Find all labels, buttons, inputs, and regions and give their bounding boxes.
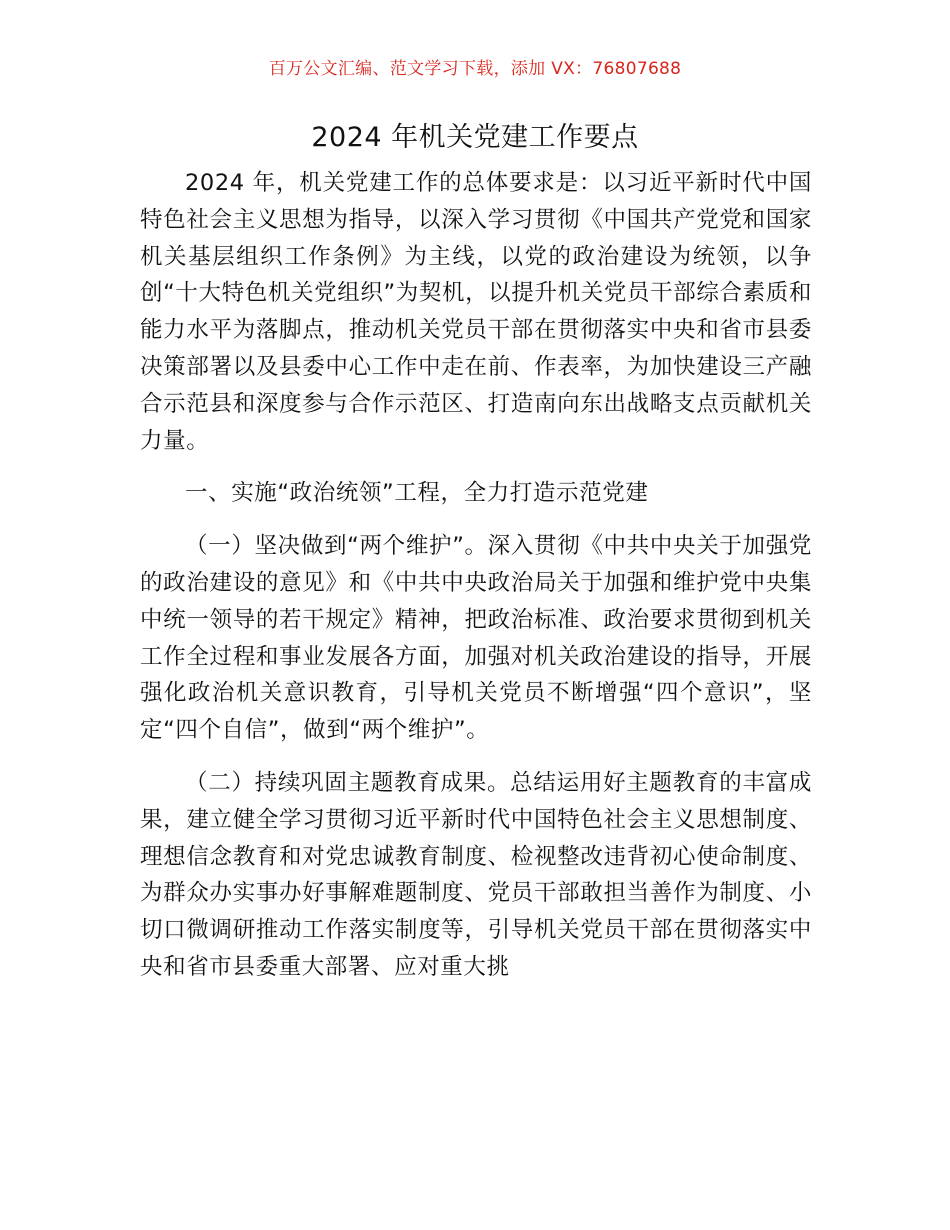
item-1-paragraph: （一）坚决做到“两个维护”。深入贯彻《中共中央关于加强党的政治建设的意见》和《中共中央政治局关于加强和维护党中央集中统一领导的若干规定》精神，把政治标准、政治要求贯彻到机关工作全过程和事业发展各方面，加强对机关政治建设的指导，开展强化政治机关意识教育，引导机关党员不断增强“四个意识”，坚定“四个自信”，做到“两个维护”。 [140, 533, 812, 744]
item-2-paragraph: （二）持续巩固主题教育成果。总结运用好主题教育的丰富成果，建立健全学习贯彻习近平新时代中国特色社会主义思想制度、理想信念教育和对党忠诚教育制度、检视整改违背初心使命制度、为群众办实事办好事解难题制度、党员干部敢担当善作为制度、小切口微调研推动工作落实制度等，引导机关党员干部在贯彻落实中央和省市县委重大部署、应对重大挑 [140, 769, 812, 980]
section-1-heading: 一、实施“政治统领”工程，全力打造示范党建 [185, 480, 649, 507]
document-title: 2024 年机关党建工作要点 [311, 122, 639, 153]
intro-paragraph: 2024 年，机关党建工作的总体要求是：以习近平新时代中国特色社会主义思想为指导，以深入学习贯彻《中国共产党党和国家机关基层组织工作条例》为主线，以党的政治建设为统领，以争创“十大特色机关党组织”为契机，以提升机关党员干部综合素质和能力水平为落脚点，推动机关党员干部在贯彻落实中央和省市县委决策部署以及县委中心工作中走在前、作表率，为加快建设三产融合示范县和深度参与合作示范区、打造南向东出战略支点贡献机关力量。 [140, 170, 812, 454]
document-body [140, 165, 812, 986]
watermark-header: 百万公文汇编、范文学习下载，添加 VX：76807688 [268, 59, 682, 79]
